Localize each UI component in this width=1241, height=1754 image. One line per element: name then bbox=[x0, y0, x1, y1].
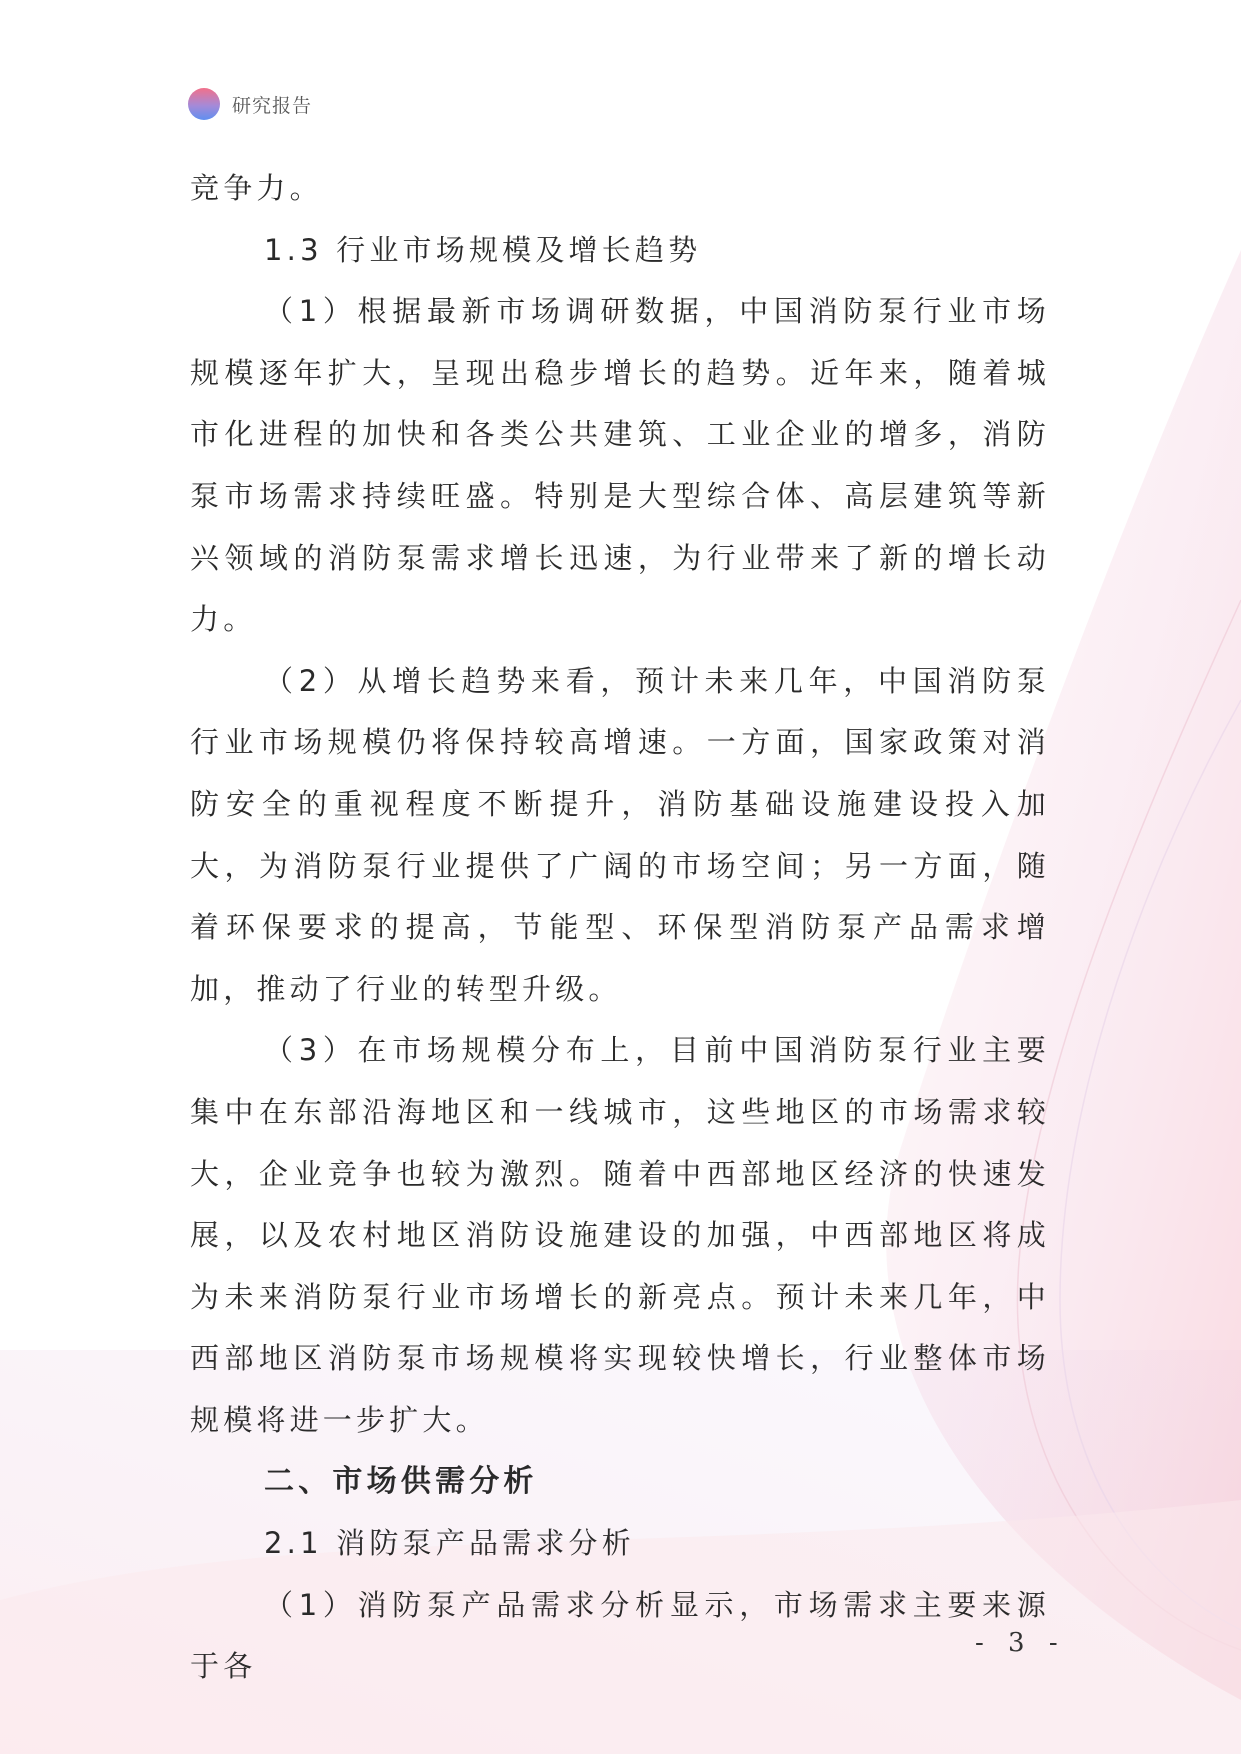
header-title: 研究报告 bbox=[232, 94, 313, 117]
paragraph-continuation: 竞争力。 bbox=[190, 171, 323, 205]
section-heading-2-1: 2.1 消防泵产品需求分析 bbox=[264, 1526, 635, 1561]
paragraph-4: （1）消防泵产品需求分析显示，市场需求主要来源于各 bbox=[190, 1587, 1050, 1684]
document-body bbox=[190, 158, 1050, 1698]
paragraph-1: （1）根据最新市场调研数据，中国消防泵行业市场规模逐年扩大，呈现出稳步增长的趋势。近年来，随着城市化进程的加快和各类公共建筑、工业企业的增多，消防泵市场需求持续旺盛。特别是大型综合体、高层建筑等新兴领域的消防泵需求增长迅速，为行业带来了新的增长动力。 bbox=[190, 294, 1050, 637]
chapter-heading-2: 二、市场供需分析 bbox=[264, 1464, 538, 1500]
section-heading-1-3: 1.3 行业市场规模及增长趋势 bbox=[264, 232, 702, 267]
paragraph-3: （3）在市场规模分布上，目前中国消防泵行业主要集中在东部沿海地区和一线城市，这些地区的市场需求较大，企业竞争也较为激烈。随着中西部地区经济的快速发展，以及农村地区消防设施建设的加强，中西部地区将成为未来消防泵行业市场增长的新亮点。预计未来几年，中西部地区消防泵市场规模将实现较快增长，行业整体市场规模将进一步扩大。 bbox=[190, 1033, 1050, 1437]
page-header bbox=[188, 88, 312, 120]
paragraph-2: （2）从增长趋势来看，预计未来几年，中国消防泵行业市场规模仍将保持较高增速。一方面，国家政策对消防安全的重视程度不断提升，消防基础设施建设投入加大，为消防泵行业提供了广阔的市场空间；另一方面，随着环保要求的提高，节能型、环保型消防泵产品需求增加，推动了行业的转型升级。 bbox=[190, 663, 1050, 1006]
page-number: - 3 - bbox=[975, 1628, 1066, 1658]
report-logo-icon bbox=[188, 88, 220, 120]
